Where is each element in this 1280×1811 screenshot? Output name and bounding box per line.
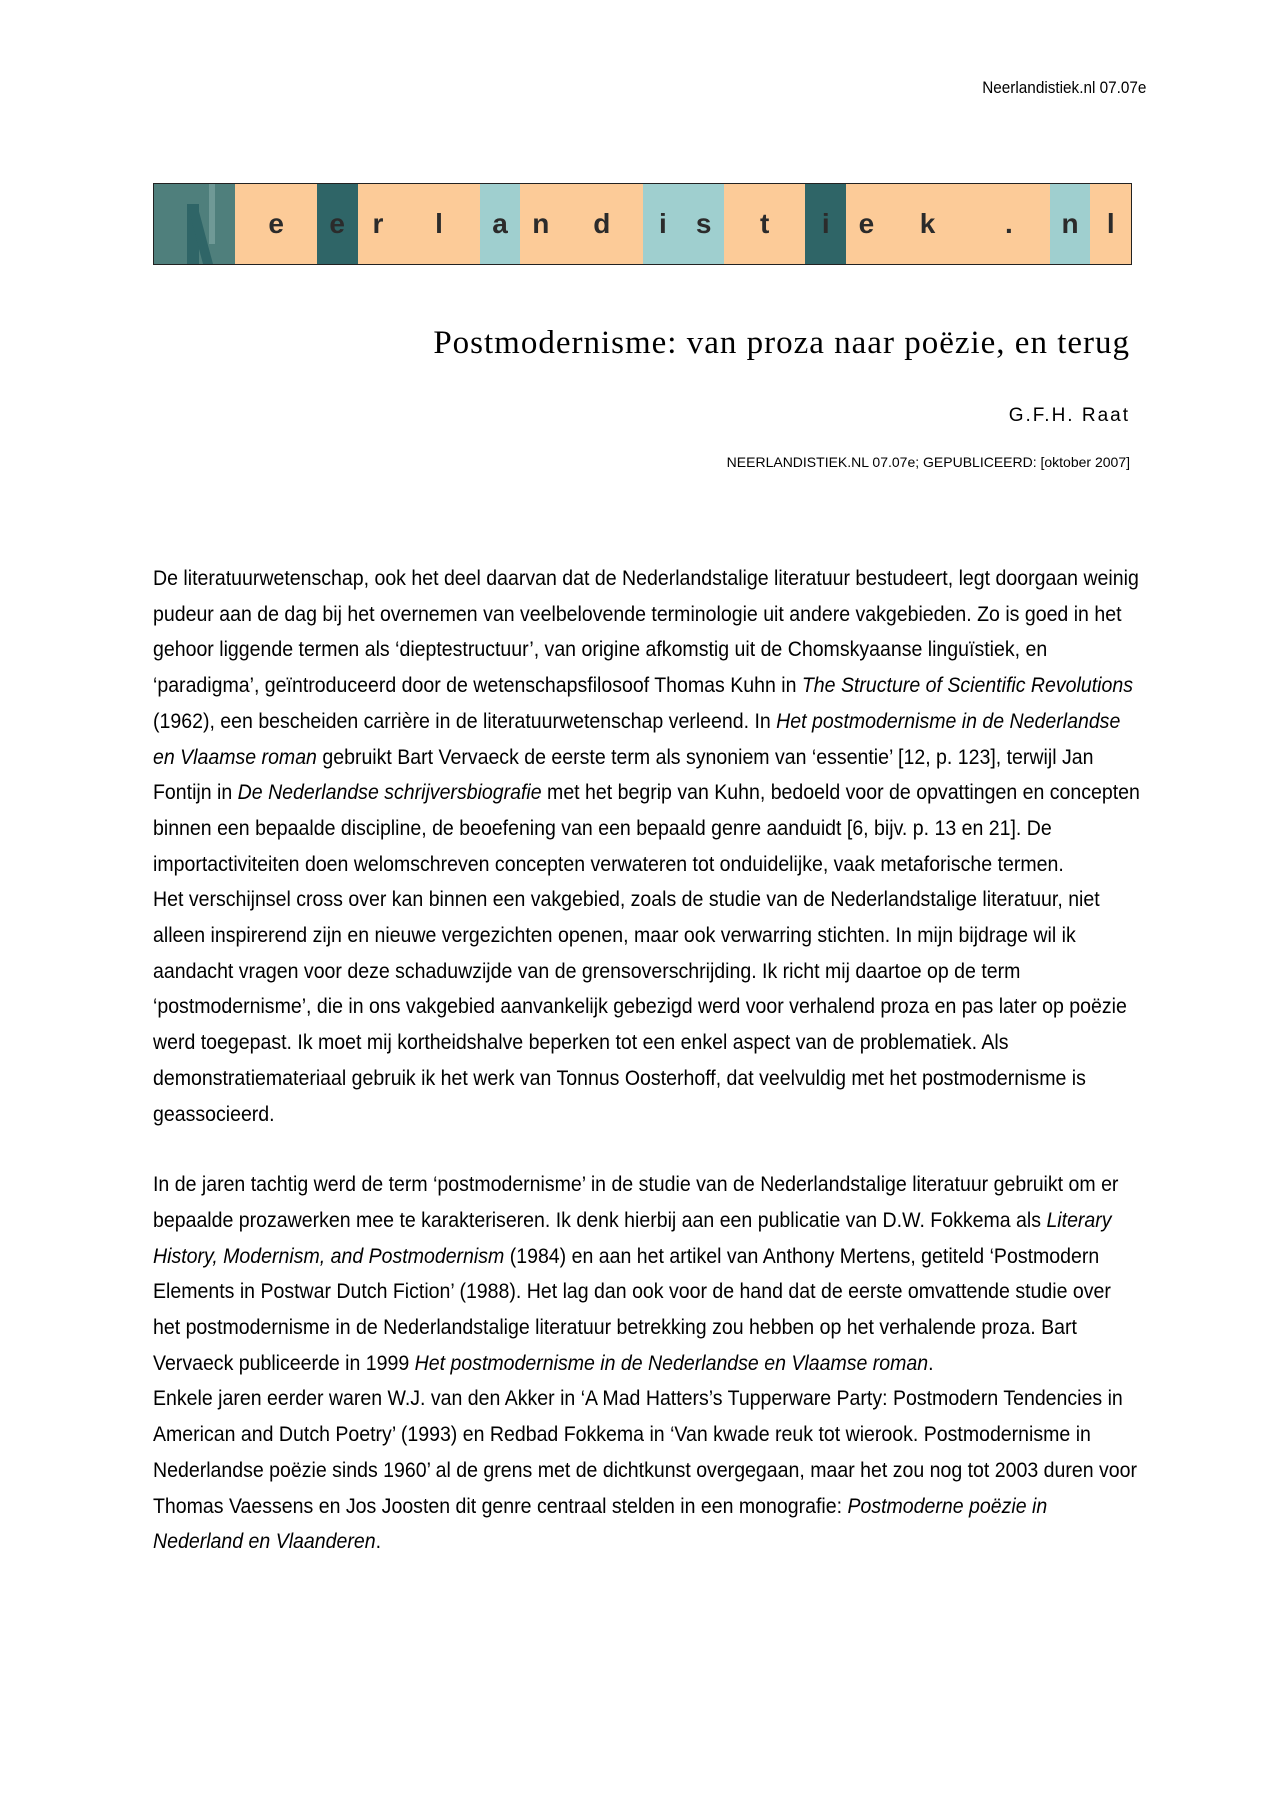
paragraph-text: Enkele jaren eerder waren W.J. van den Akker in ‘A Mad Hatters’s Tupperware Party: Postmodern Tendencies in American and Dutch Poetry’ (1993) en Redbad Fokkema in ‘Van kwade reuk tot wierook. Postmodernisme in Nederlandse poëzie sinds 1960’ al de grens met de dichtkunst overgegaan, maar het zou nog tot 2003 duren voor Thomas Vaessens en Jos Joosten dit genre centraal stelden in een monografie: — [153, 1387, 1138, 1518]
book-title: Literary History, Modernism, and Postmodernism — [153, 1208, 1112, 1268]
logo-letter: n — [1061, 208, 1079, 239]
logo-letter: d — [593, 208, 611, 239]
article-title: Postmodernisme: van proza naar poëzie, en terug — [433, 325, 1130, 361]
book-title: De Nederlandse schrijversbiografie — [237, 781, 542, 805]
logo-letter-tile — [398, 184, 479, 264]
logo-letter-tile — [317, 184, 398, 264]
book-title: Postmoderne poëzie in Nederland en Vlaanderen — [153, 1494, 1048, 1554]
paragraph-text: In de jaren tachtig werd de term ‘postmodernisme’ in de studie van de Nederlandstalige literatuur gebruikt om er bepaalde prozawerken mee te karakteriseren. Ik denk hierbij aan een publicatie van D.W. Fokkema als — [153, 1173, 1119, 1232]
logo-letter: l — [435, 208, 443, 239]
paragraph-text: . — [375, 1530, 382, 1554]
logo-letter: i — [821, 208, 830, 239]
paragraph-4 — [153, 1381, 1143, 1560]
paragraph-text: (1962), een bescheiden carrière in de literatuurwetenschap verleend. In — [153, 709, 777, 733]
logo-letter: e — [268, 208, 284, 239]
paragraph-text: De literatuurwetenschap, ook het deel daarvan dat de Nederlandstalige literatuur bestudeert, legt doorgaan weinig pudeur aan de dag bij het overnemen van veelbelovende terminologie uit andere vakgebieden. Zo is goed in het gehoor liggende termen als ‘dieptestructuur’, van origine afkomstig uit de Chomskyaanse linguïstiek, en ‘paradigma’, geïntroduceerd door de wetenschapsfilosoof Thomas Kuhn in — [153, 567, 1139, 698]
logo-letter-tile — [1050, 184, 1131, 264]
logo-letter: . — [1005, 208, 1013, 239]
neerlandistiek-logo-banner — [153, 183, 1132, 265]
logo-letter: e — [846, 184, 887, 264]
paragraph-1 — [153, 561, 1143, 882]
logo-letter: k — [919, 208, 936, 239]
logo-letter-tile — [235, 184, 316, 264]
logo-n-icon — [165, 184, 225, 264]
book-title: The Structure of Scientific Revolutions — [801, 674, 1133, 698]
book-title: Het postmodernisme in de Nederlandse en Vlaamse roman — [414, 1351, 929, 1375]
paragraph-text: gebruikt Bart Vervaeck de eerste term als synoniem van ‘essentie’ [12, p. 123], terwijl Jan Fontijn in — [153, 745, 1094, 805]
page-header-reference: Neerlandistiek.nl 07.07e — [981, 78, 1146, 97]
logo-letter-tile — [805, 184, 886, 264]
logo-letter-tile — [724, 184, 805, 264]
logo-letter: r — [358, 184, 399, 264]
paragraph-text: . — [928, 1351, 934, 1375]
paragraph-3 — [153, 1167, 1143, 1381]
logo-letter: n — [520, 184, 561, 264]
logo-letter-tile — [887, 184, 968, 264]
book-title: Het postmodernisme in de Nederlandse en Vlaamse roman — [153, 709, 1121, 769]
paragraph-text: met het begrip van Kuhn, bedoeld voor de opvattingen en concepten binnen een bepaalde discipline, de beoefening van een bepaald genre aanduidt [6, bijv. p. 13 en 21]. De importactiviteiten doen welomschreven concepten verwateren tot onduidelijke, vaak metaforische termen. — [153, 781, 1140, 876]
logo-letter: a — [492, 208, 508, 239]
paragraph-text: (1984) en aan het artikel van Anthony Mertens, getiteld ‘Postmodern Elements in Postwar Dutch Fiction’ (1988). Het lag dan ook voor de hand dat de eerste omvattende studie over het postmodernisme in de Nederlandstalige literatuur betrekking zou hebben op het verhalende proza. Bart Vervaeck publiceerde in 1999 — [153, 1244, 1111, 1375]
logo-letter: s — [695, 208, 712, 239]
logo-n-tile — [154, 184, 235, 264]
logo-letter: i — [659, 208, 667, 239]
logo-letter: e — [329, 208, 345, 239]
logo-letter-tile — [968, 184, 1049, 264]
article-author: G.F.H. Raat — [1008, 405, 1130, 426]
article-body — [153, 561, 1143, 1560]
publication-info: NEERLANDISTIEK.NL 07.07e; GEPUBLICEERD: [oktober 2007] — [726, 454, 1130, 470]
logo-letter: l — [1090, 184, 1131, 264]
logo-letter-tile — [480, 184, 561, 264]
logo-letter-tile — [643, 184, 724, 264]
logo-letter-tile — [561, 184, 642, 264]
logo-letter: t — [760, 208, 770, 239]
paragraph-2: Het verschijnsel cross over kan binnen een vakgebied, zoals de studie van de Nederlandstalige literatuur, niet alleen inspirerend zijn en nieuwe vergezichten openen, maar ook verwarring stichten. In mijn bijdrage wil ik aandacht vragen voor deze schaduwzijde van de grensoverschrijding. Ik richt mij daartoe op de term ‘postmodernisme’, die in ons vakgebied aanvankelijk gebezigd werd voor verhalend proza en pas later op poëzie werd toegepast. Ik moet mij kortheidshalve beperken tot een enkel aspect van de problematiek. Als demonstratiemateriaal gebruik ik het werk van Tonnus Oosterhoff, dat veelvuldig met het postmodernisme is geassocieerd. — [153, 888, 1127, 1126]
